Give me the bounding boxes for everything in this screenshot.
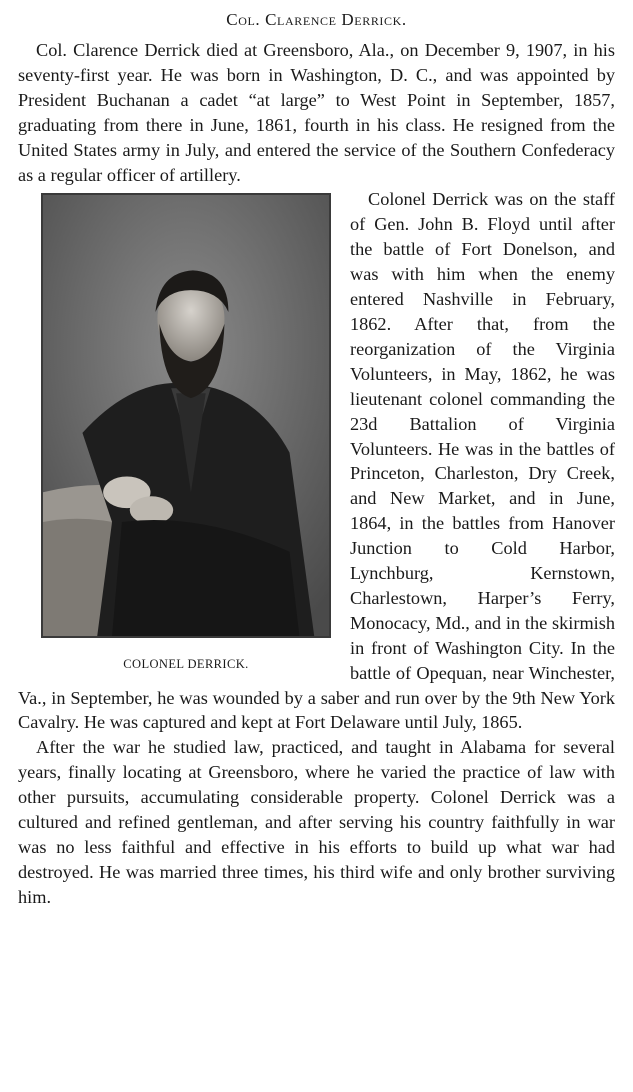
paragraph-3: After the war he studied law, practiced, and taught in Alabama for several years, finally locating at Greensboro, where he varied the practice of law with other pursuits, accumulating considerable property. Colonel Derrick was a cultured and refined gentleman, and after serving his country faithfully in war was no less faithful and effective in his efforts to build up what war had destroyed. He was married three times, his third wife and only brother surviving him. <box>18 737 615 907</box>
portrait-figure <box>36 193 336 683</box>
article-body <box>18 38 615 910</box>
article-title: Col. Clarence Derrick. <box>226 10 407 29</box>
portrait-icon <box>43 195 329 636</box>
paragraph-2: Colonel Derrick was on the staff of Gen. John B. Floyd until after the battle of Fort Donelson, and was with him when the enemy entered Nashville in February, 1862. After that, from the reorganization of the Virginia Volunteers, in May, 1862, he was lieutenant colonel commanding the 23d Battalion of Virginia Volunteers. He was in the battles of Princeton, Charleston, Dry Creek, and New Market, and in June, 1864, in the battles from Hanover Junction to Cold Harbor, Lynchburg, Kernstown, Charlestown, Harper’s Ferry, Monocacy, Md., and in the skirmish in front of Washington City. In the battle of Opequan, near Winchester, Va., in September, he was wounded by a saber and run over by the 9th New York Cavalry. He was captured and kept at Fort Delaware until July, 1865. <box>18 189 615 733</box>
portrait-photo <box>41 193 331 638</box>
paragraph-1: Col. Clarence Derrick died at Greensboro, Ala., on December 9, 1907, in his seventy-first year. He was born in Washington, D. C., and was appointed by President Buchanan a cadet “at large” to West Point in September, 1857, graduating from there in June, 1861, fourth in his class. He resigned from the United States army in July, and entered the service of the Southern Confederacy as a regular officer of artillery. <box>18 40 615 185</box>
portrait-caption: COLONEL DERRICK. <box>123 657 249 672</box>
